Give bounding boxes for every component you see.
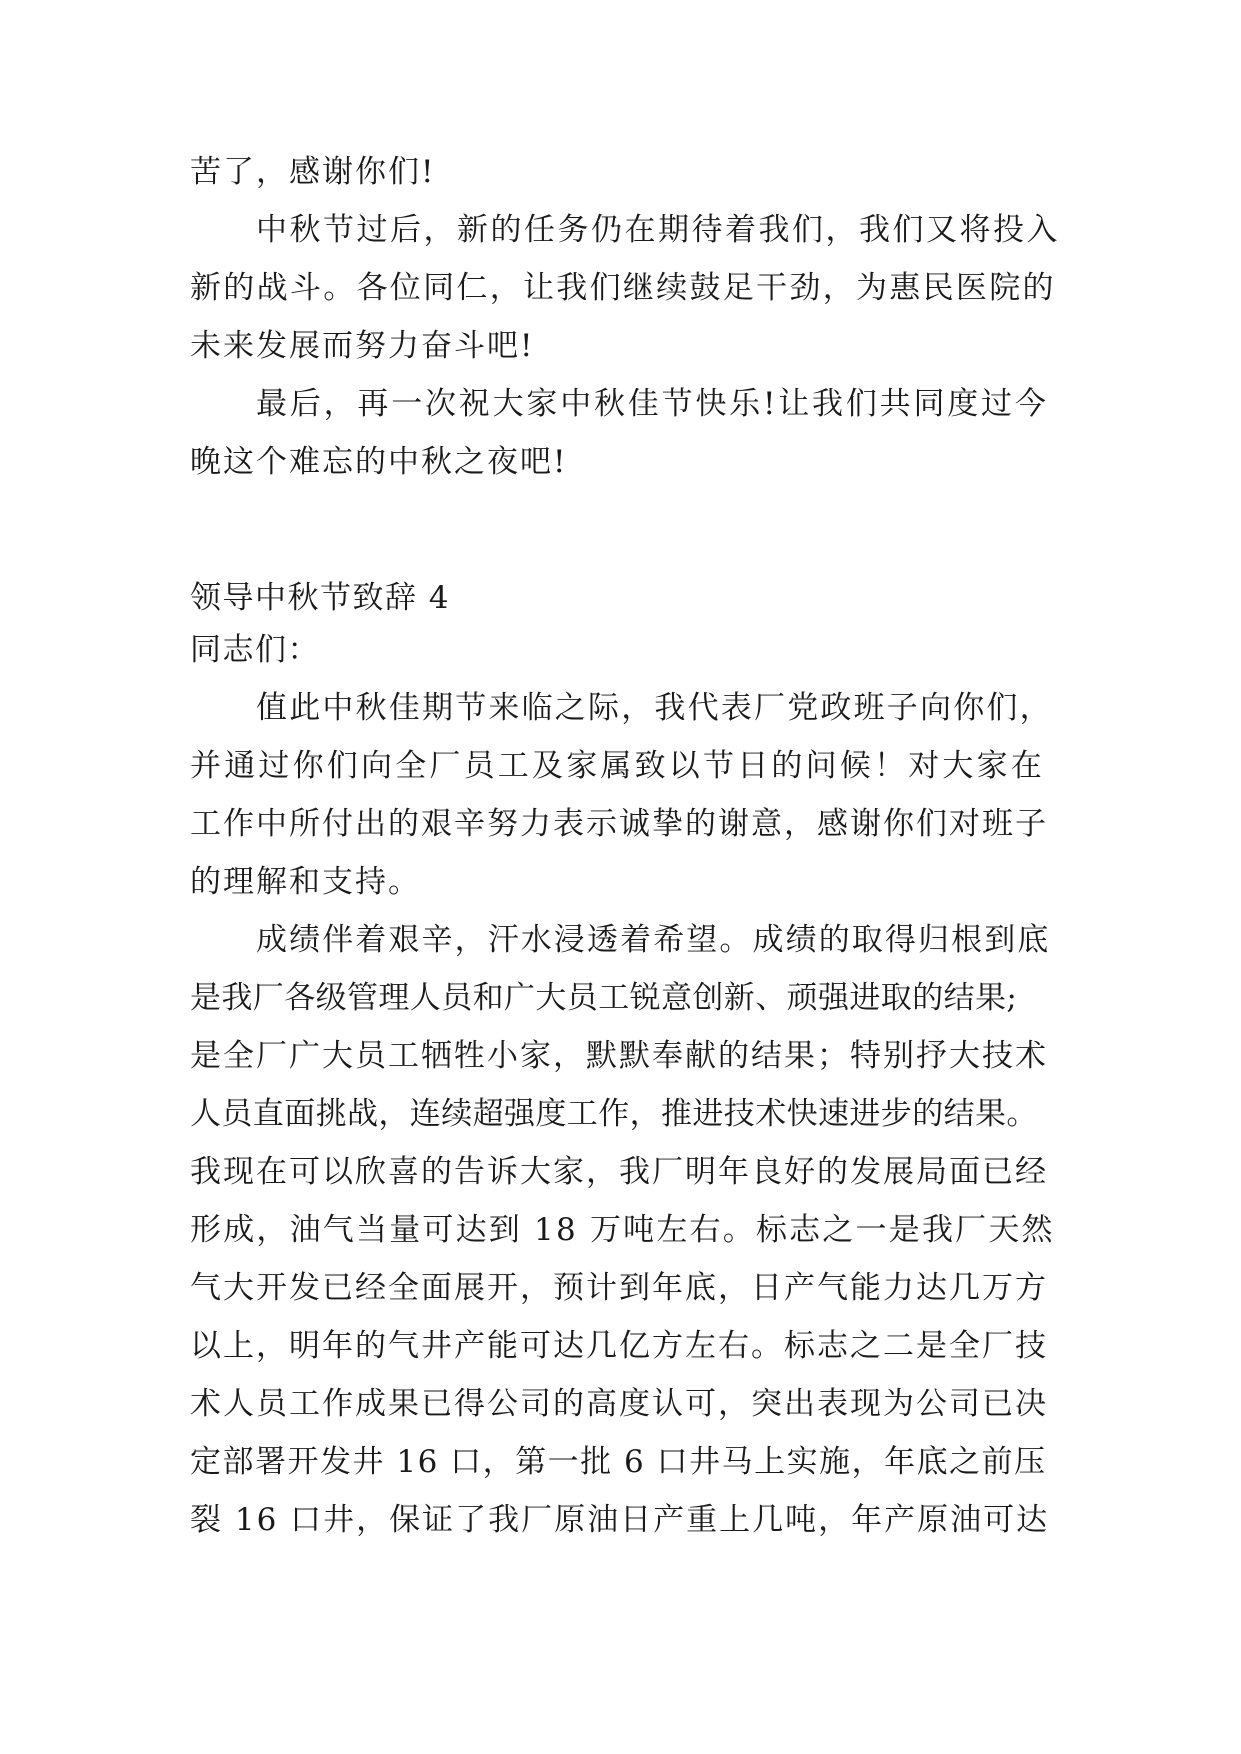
text-line: 形成，油气当量可达到 18 万吨左右。标志之一是我厂天然 xyxy=(190,1212,1055,1248)
text-line: 新的战斗。各位同仁，让我们继续鼓足干劲，为惠民医院的 xyxy=(190,270,1056,306)
text-line: 苦了，感谢你们! xyxy=(190,154,436,190)
section-title: 领导中秋节致辞 4 xyxy=(190,580,451,616)
text-line: 术人员工作成果已得公司的高度认可，突出表现为公司已决 xyxy=(190,1386,1048,1422)
salutation: 同志们： xyxy=(190,632,320,668)
text-line: 人员直面挑战，连续超强度工作，推进技术快速进步的结果。 xyxy=(190,1096,1038,1132)
text-line: 最后，再一次祝大家中秋佳节快乐!让我们共同度过今 xyxy=(256,386,1049,422)
text-line: 成绩伴着艰辛，汗水浸透着希望。成绩的取得归根到底 xyxy=(256,922,1051,958)
text-line: 晚这个难忘的中秋之夜吧! xyxy=(190,444,568,480)
text-line: 中秋节过后，新的任务仍在期待着我们，我们又将投入 xyxy=(256,212,1060,248)
text-line: 并通过你们向全厂员工及家属致以节日的问候！对大家在 xyxy=(190,748,1045,784)
text-line: 裂 16 口井，保证了我厂原油日产重上几吨，年产原油可达 xyxy=(190,1502,1050,1538)
text-line: 值此中秋佳期节来临之际，我代表厂党政班子向你们， xyxy=(256,690,1053,726)
text-line: 我现在可以欣喜的告诉大家，我厂明年良好的发展局面已经 xyxy=(190,1154,1048,1190)
text-line: 是全厂广大员工牺牲小家，默默奉献的结果；特别抒大技术 xyxy=(190,1038,1048,1074)
text-line: 以上，明年的气井产能可达几亿方左右。标志之二是全厂技 xyxy=(190,1328,1048,1364)
text-line: 是我厂各级管理人员和广大员工锐意创新、顽强进取的结果; xyxy=(190,980,1018,1016)
text-line: 定部署开发井 16 口，第一批 6 口井马上实施，年底之前压 xyxy=(190,1444,1047,1480)
text-line: 工作中所付出的艰辛努力表示诚挚的谢意，感谢你们对班子 xyxy=(190,806,1048,842)
text-line: 的理解和支持。 xyxy=(190,864,421,900)
text-line: 未来发展而努力奋斗吧! xyxy=(190,328,535,364)
text-line: 气大开发已经全面展开，预计到年底，日产气能力达几万方 xyxy=(190,1270,1048,1306)
